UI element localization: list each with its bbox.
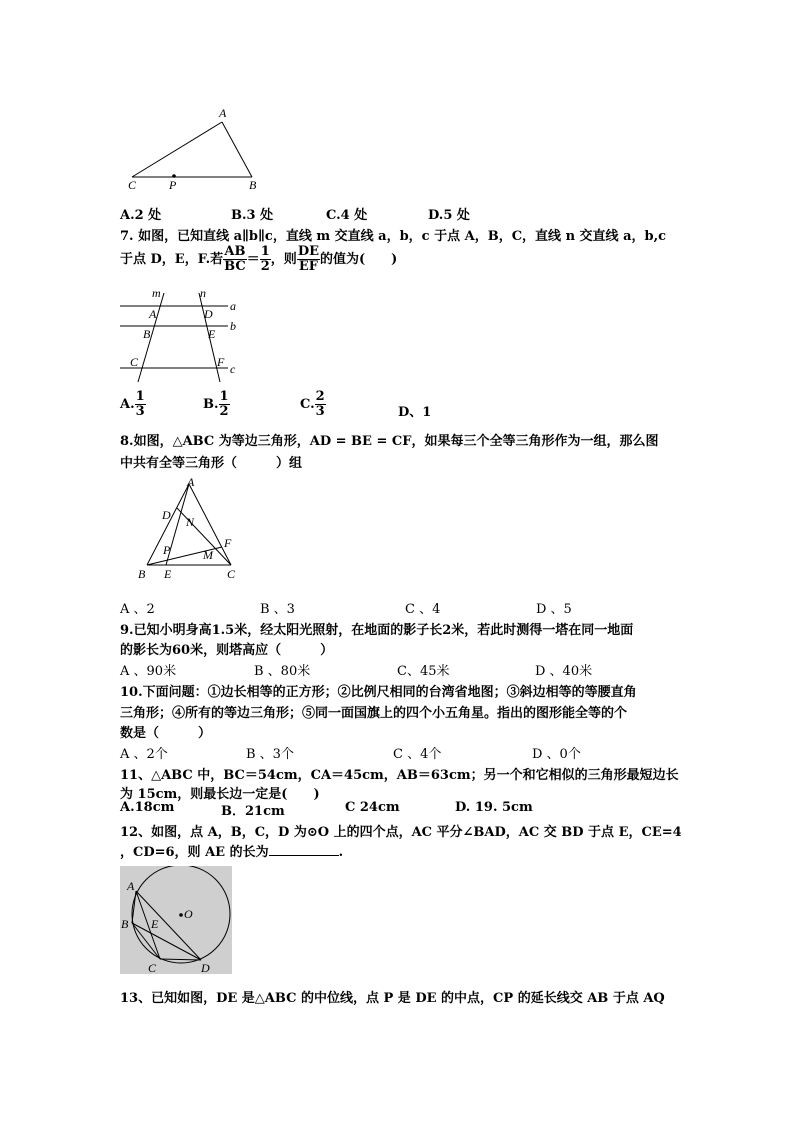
q7-text-line1: 7. 如图，已知直线 a∥b∥c，直线 m 交直线 a，b，c 于点 A，B，C，直线 n 交直线 a，b,c	[120, 229, 667, 244]
q11-option-c: C 24cm	[345, 800, 400, 815]
label-B: B	[143, 327, 151, 341]
q10-option-b: B 、3个	[246, 747, 294, 762]
q8-option-d: D 、5	[536, 602, 572, 617]
label-E: E	[208, 327, 216, 341]
label-P: P	[163, 543, 171, 557]
label-m: m	[152, 286, 161, 300]
label-N: N	[186, 515, 195, 529]
q10-text-line2: 三角形；④所有的等边三角形；⑤同一面国旗上的四个小五角星。指出的图形能全等的个	[120, 706, 628, 721]
q8-option-a: A 、2	[120, 602, 155, 617]
q8-text-line2: 中共有全等三角形（ ）组	[120, 456, 303, 471]
label-O: O	[184, 907, 193, 921]
q12-text-line1: 12、如图，点 A，B，C，D 为⊙O 上的四个点，AC 平分∠BAD，AC 交 BD 于点 E，CE=4	[120, 825, 682, 840]
q10-text-line1: 10.下面问题：①边长相等的正方形；②比例尺相同的台湾省地图；③斜边相等的等腰直角	[120, 685, 637, 700]
label-b: b	[230, 319, 236, 333]
label-C: C	[148, 961, 157, 975]
label-E: E	[164, 567, 172, 581]
label-A: A	[187, 475, 195, 489]
label-B: B	[121, 917, 129, 931]
q9-option-b: B 、80米	[254, 664, 311, 679]
label-a: a	[230, 299, 236, 313]
label-B: B	[249, 178, 257, 192]
label-F: F	[217, 355, 225, 369]
q6-option-b: B.3 处	[231, 208, 274, 223]
q8-option-b: B 、3	[260, 602, 295, 617]
label-D: D	[204, 307, 213, 321]
q9-option-d: D 、40米	[535, 664, 593, 679]
q7-option-d: D、1	[398, 405, 432, 420]
q11-option-a: A.18cm	[120, 800, 175, 815]
label-n: n	[200, 286, 206, 300]
q8-option-c: C 、4	[405, 602, 441, 617]
q6-option-a: A.2 处	[120, 208, 162, 223]
label-C: C	[130, 355, 139, 369]
q8-text-line1: 8.如图，△ABC 为等边三角形，AD = BE = CF，如果每三个全等三角形作为一组，那么图	[120, 434, 659, 449]
q9-option-c: C、45米	[397, 664, 450, 679]
q9-text-line1: 9.已知小明身高1.5米，经太阳光照射，在地面的影子长2米，若此时测得一塔在同一地面	[120, 623, 634, 638]
q11-option-b: B．21cm	[221, 804, 285, 819]
equilateral-triangle-figure-q8	[135, 475, 245, 585]
q7-text-line2: 于点 D，E，F.若 $\frac{AB}{BC}$ ＝ $\frac{1}{2}$ ，则 $\frac{DE}{EF}$ 的值为( )	[120, 244, 398, 274]
q11-option-d: D. 19. 5cm	[455, 800, 533, 815]
label-P: P	[169, 178, 177, 192]
q6-option-d: D.5 处	[428, 208, 470, 223]
q9-text-line2: 的影长为60米，则塔高应（ ）	[120, 643, 334, 658]
q9-option-a: A 、90米	[120, 664, 177, 679]
q7-option-b: B. $\frac{1}{2}$	[203, 389, 229, 419]
q6-option-c: C.4 处	[326, 208, 368, 223]
label-E: E	[151, 917, 159, 931]
label-B: B	[138, 567, 146, 581]
label-C: C	[128, 178, 137, 192]
q7-option-a: A. $\frac{1}{3}$	[120, 389, 145, 419]
label-M: M	[203, 548, 213, 562]
q10-option-a: A 、2个	[120, 747, 168, 762]
q10-text-line3: 数是（ ）	[120, 726, 212, 741]
label-A: A	[149, 307, 157, 321]
label-D: D	[201, 961, 210, 975]
label-C: C	[227, 567, 236, 581]
answer-blank[interactable]	[269, 843, 339, 856]
q11-text-line2: 为 15cm，则最长边一定是( )	[120, 787, 320, 802]
q10-option-d: D 、0个	[532, 747, 581, 762]
q13-text-line1: 13、已知如图，DE 是△ABC 的中位线，点 P 是 DE 的中点，CP 的延长线交 AB 于点 AQ	[120, 991, 665, 1006]
label-D: D	[162, 508, 171, 522]
label-A: A	[127, 879, 135, 893]
triangle-figure-q6	[120, 104, 270, 194]
q7-option-c: C. $\frac{2}{3}$	[300, 389, 325, 419]
parallel-lines-figure-q7	[118, 285, 248, 385]
label-c: c	[230, 362, 236, 376]
label-A: A	[219, 106, 227, 120]
label-F: F	[224, 536, 232, 550]
q12-text-line2: ，CD=6，则 AE 的长为 .	[120, 845, 344, 860]
q10-option-c: C 、4个	[393, 747, 442, 762]
circle-figure-q12	[120, 866, 232, 976]
q11-text-line1: 11、△ABC 中，BC＝54cm，CA＝45cm，AB＝63cm；另一个和它相似的三角形最短边长	[120, 768, 679, 783]
